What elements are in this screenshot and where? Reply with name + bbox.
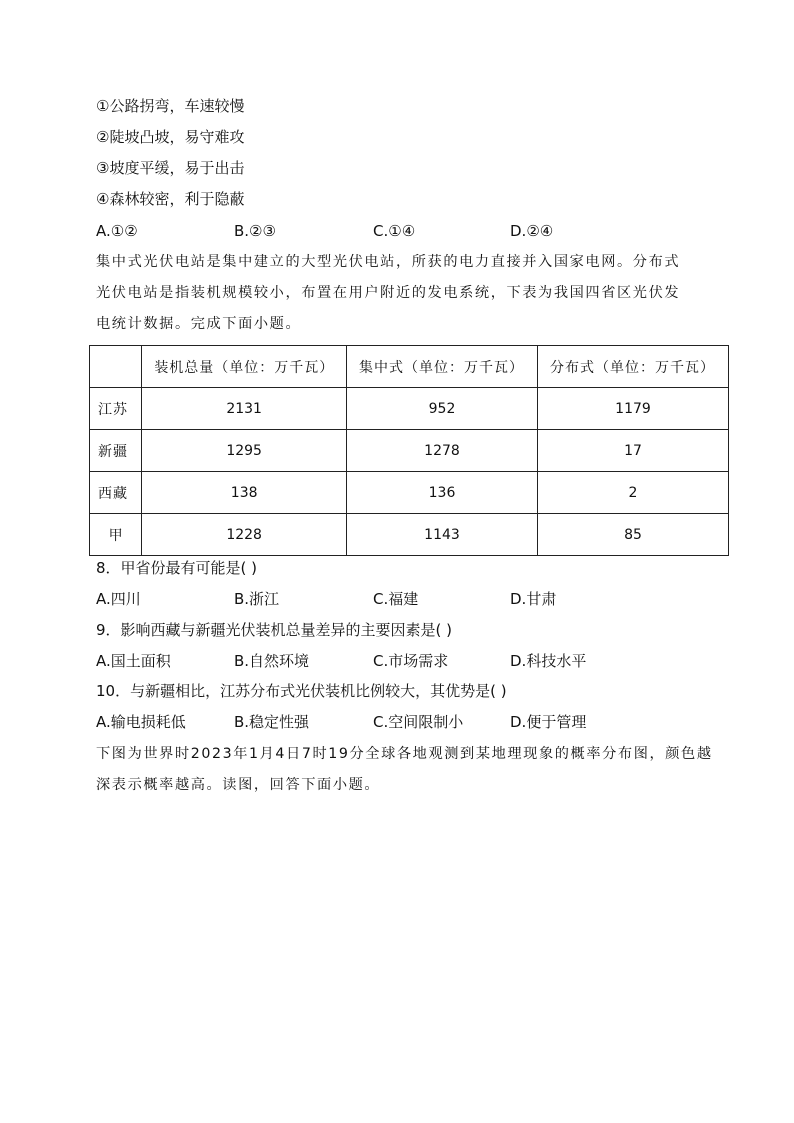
question-10-stem: 10．与新疆相比，江苏分布式光伏装机比例较大，其优势是( ) <box>96 682 507 700</box>
table-header-total: 装机总量（单位：万千瓦） <box>142 346 347 388</box>
table-cell-distributed: 17 <box>537 430 728 472</box>
table-cell-centralized: 1143 <box>347 514 538 556</box>
intro-line-1: 集中式光伏电站是集中建立的大型光伏电站，所获的电力直接并入国家电网。分布式 <box>96 254 681 270</box>
q9-option-d[interactable]: D.科技水平 <box>510 652 587 670</box>
table-row <box>90 472 729 514</box>
table-cell-distributed: 1179 <box>537 388 728 430</box>
q7-option-c[interactable]: C.①④ <box>373 222 416 240</box>
q7-statement-2: ②陡坡凸坡，易守难攻 <box>96 128 245 146</box>
q8-option-c[interactable]: C.福建 <box>373 590 419 608</box>
table-cell-centralized: 136 <box>347 472 538 514</box>
table-header-row <box>90 346 729 388</box>
outro-line-1: 下图为世界时2023年1月4日7时19分全球各地观测到某地理现象的概率分布图，颜色越 <box>96 746 713 762</box>
table-row <box>90 430 729 472</box>
table-cell-total: 1295 <box>142 430 347 472</box>
q8-option-d[interactable]: D.甘肃 <box>510 590 557 608</box>
q9-option-b[interactable]: B.自然环境 <box>234 652 310 670</box>
q10-option-d[interactable]: D.便于管理 <box>510 713 587 731</box>
table-cell-province: 江苏 <box>90 388 142 430</box>
table-cell-province: 新疆 <box>90 430 142 472</box>
question-9-options <box>96 651 736 671</box>
table-header-distributed: 分布式（单位：万千瓦） <box>537 346 728 388</box>
table-cell-centralized: 1278 <box>347 430 538 472</box>
q10-option-b[interactable]: B.稳定性强 <box>234 713 310 731</box>
q8-option-b[interactable]: B.浙江 <box>234 590 280 608</box>
q8-option-a[interactable]: A.四川 <box>96 590 141 608</box>
question-8-options <box>96 589 736 609</box>
q10-option-c[interactable]: C.空间限制小 <box>373 713 464 731</box>
table-cell-distributed: 2 <box>537 472 728 514</box>
q7-option-d[interactable]: D.②④ <box>510 222 554 240</box>
table-row <box>90 388 729 430</box>
q7-options <box>96 221 736 241</box>
q7-option-a[interactable]: A.①② <box>96 222 138 240</box>
table-cell-distributed: 85 <box>537 514 728 556</box>
table-header-centralized: 集中式（单位：万千瓦） <box>347 346 538 388</box>
intro-line-2: 光伏电站是指装机规模较小，布置在用户附近的发电系统，下表为我国四省区光伏发 <box>96 285 681 301</box>
q7-statement-3: ③坡度平缓，易于出击 <box>96 159 245 177</box>
outro-paragraph <box>96 739 724 801</box>
q7-statement-4: ④森林较密，利于隐蔽 <box>96 190 245 208</box>
q10-option-a[interactable]: A.输电损耗低 <box>96 713 186 731</box>
outro-line-2: 深表示概率越高。读图，回答下面小题。 <box>96 777 381 793</box>
question-8-stem: 8．甲省份最有可能是( ) <box>96 559 258 577</box>
intro-line-3: 电统计数据。完成下面小题。 <box>96 316 302 332</box>
table-cell-centralized: 952 <box>347 388 538 430</box>
question-9-stem: 9．影响西藏与新疆光伏装机总量差异的主要因素是( ) <box>96 621 453 639</box>
q9-option-a[interactable]: A.国土面积 <box>96 652 171 670</box>
table-cell-total: 138 <box>142 472 347 514</box>
intro-paragraph <box>96 247 724 340</box>
table-cell-total: 1228 <box>142 514 347 556</box>
table-cell-province: 西藏 <box>90 472 142 514</box>
q7-option-b[interactable]: B.②③ <box>234 222 276 240</box>
table-row <box>90 514 729 556</box>
q7-statement-1: ①公路拐弯，车速较慢 <box>96 97 245 115</box>
table-cell-province: 甲 <box>90 514 142 556</box>
pv-statistics-table <box>89 345 729 556</box>
question-10-options <box>96 712 736 732</box>
table-cell-total: 2131 <box>142 388 347 430</box>
q9-option-c[interactable]: C.市场需求 <box>373 652 449 670</box>
table-header-corner <box>90 346 142 388</box>
